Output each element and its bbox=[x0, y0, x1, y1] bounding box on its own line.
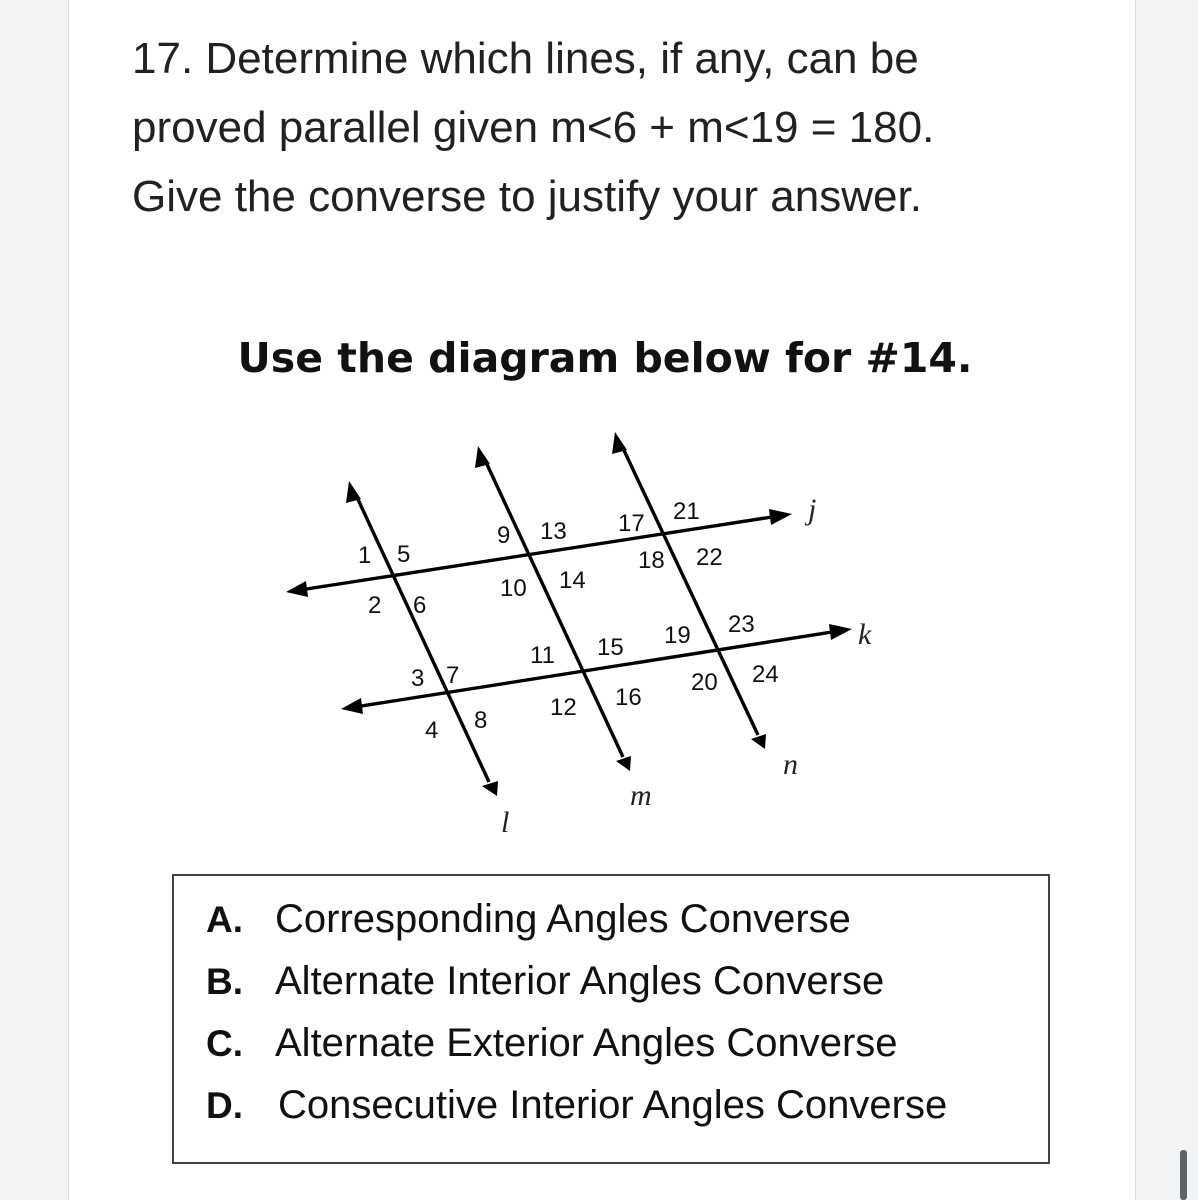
angle-1-label: 1 bbox=[358, 542, 372, 569]
angle-6-label: 6 bbox=[413, 592, 427, 619]
label-line-j: j bbox=[808, 493, 817, 526]
line-m-bottom-arrowhead bbox=[616, 756, 631, 771]
question-line-2: proved parallel given m<6 + m<19 = 180. bbox=[132, 103, 935, 152]
line-j-left-arrowhead bbox=[286, 581, 308, 597]
line-k-left-arrowhead bbox=[341, 698, 363, 714]
angle-8-label: 8 bbox=[474, 707, 488, 734]
angle-14-label: 14 bbox=[559, 567, 586, 594]
option-c-text: Alternate Exterior Angles Converse bbox=[275, 1021, 898, 1065]
line-n-bottom-arrowhead bbox=[751, 734, 766, 749]
angle-21-label: 21 bbox=[673, 498, 700, 525]
option-d-text: Consecutive Interior Angles Converse bbox=[278, 1083, 948, 1127]
angle-15-label: 15 bbox=[597, 634, 624, 661]
label-line-l: l bbox=[501, 806, 510, 839]
question-line-3: Give the converse to justify your answer. bbox=[132, 172, 922, 221]
angle-13-label: 13 bbox=[540, 518, 567, 545]
scrollbar-thumb[interactable] bbox=[1180, 1150, 1187, 1200]
angle-4-label: 4 bbox=[425, 717, 439, 744]
option-c-letter: C. bbox=[206, 1023, 243, 1064]
angle-3-label: 3 bbox=[411, 665, 425, 692]
angle-7-label: 7 bbox=[446, 662, 460, 689]
angle-9-label: 9 bbox=[497, 522, 511, 549]
option-a-letter: A. bbox=[206, 899, 243, 940]
option-b-letter: B. bbox=[206, 961, 243, 1002]
answer-options bbox=[173, 875, 1049, 1163]
angle-22-label: 22 bbox=[696, 544, 723, 571]
angle-12-label: 12 bbox=[550, 694, 577, 721]
angle-2-label: 2 bbox=[368, 592, 382, 619]
option-b-text: Alternate Interior Angles Converse bbox=[275, 959, 885, 1003]
option-d-letter: D. bbox=[206, 1085, 243, 1126]
angle-23-label: 23 bbox=[728, 611, 755, 638]
label-line-n: n bbox=[783, 748, 798, 781]
parallel-lines-diagram bbox=[286, 432, 872, 839]
diagram-heading: Use the diagram below for #14. bbox=[237, 334, 973, 382]
label-line-m: m bbox=[630, 779, 652, 812]
line-k-right-arrowhead bbox=[829, 624, 852, 640]
angle-10-label: 10 bbox=[500, 575, 527, 602]
angle-5-label: 5 bbox=[397, 541, 411, 568]
question-line-1: 17. Determine which lines, if any, can be bbox=[132, 34, 919, 83]
line-j-right-arrowhead bbox=[769, 509, 792, 525]
angle-24-label: 24 bbox=[752, 661, 779, 688]
angle-19-label: 19 bbox=[664, 622, 691, 649]
angle-16-label: 16 bbox=[615, 684, 642, 711]
line-l bbox=[355, 493, 489, 782]
angle-11-label: 11 bbox=[530, 642, 555, 669]
label-line-k: k bbox=[858, 618, 872, 651]
angle-18-label: 18 bbox=[638, 547, 665, 574]
line-l-bottom-arrowhead bbox=[482, 781, 498, 796]
angle-17-label: 17 bbox=[618, 510, 645, 537]
option-a-text: Corresponding Angles Converse bbox=[275, 897, 851, 941]
angle-20-label: 20 bbox=[691, 669, 718, 696]
